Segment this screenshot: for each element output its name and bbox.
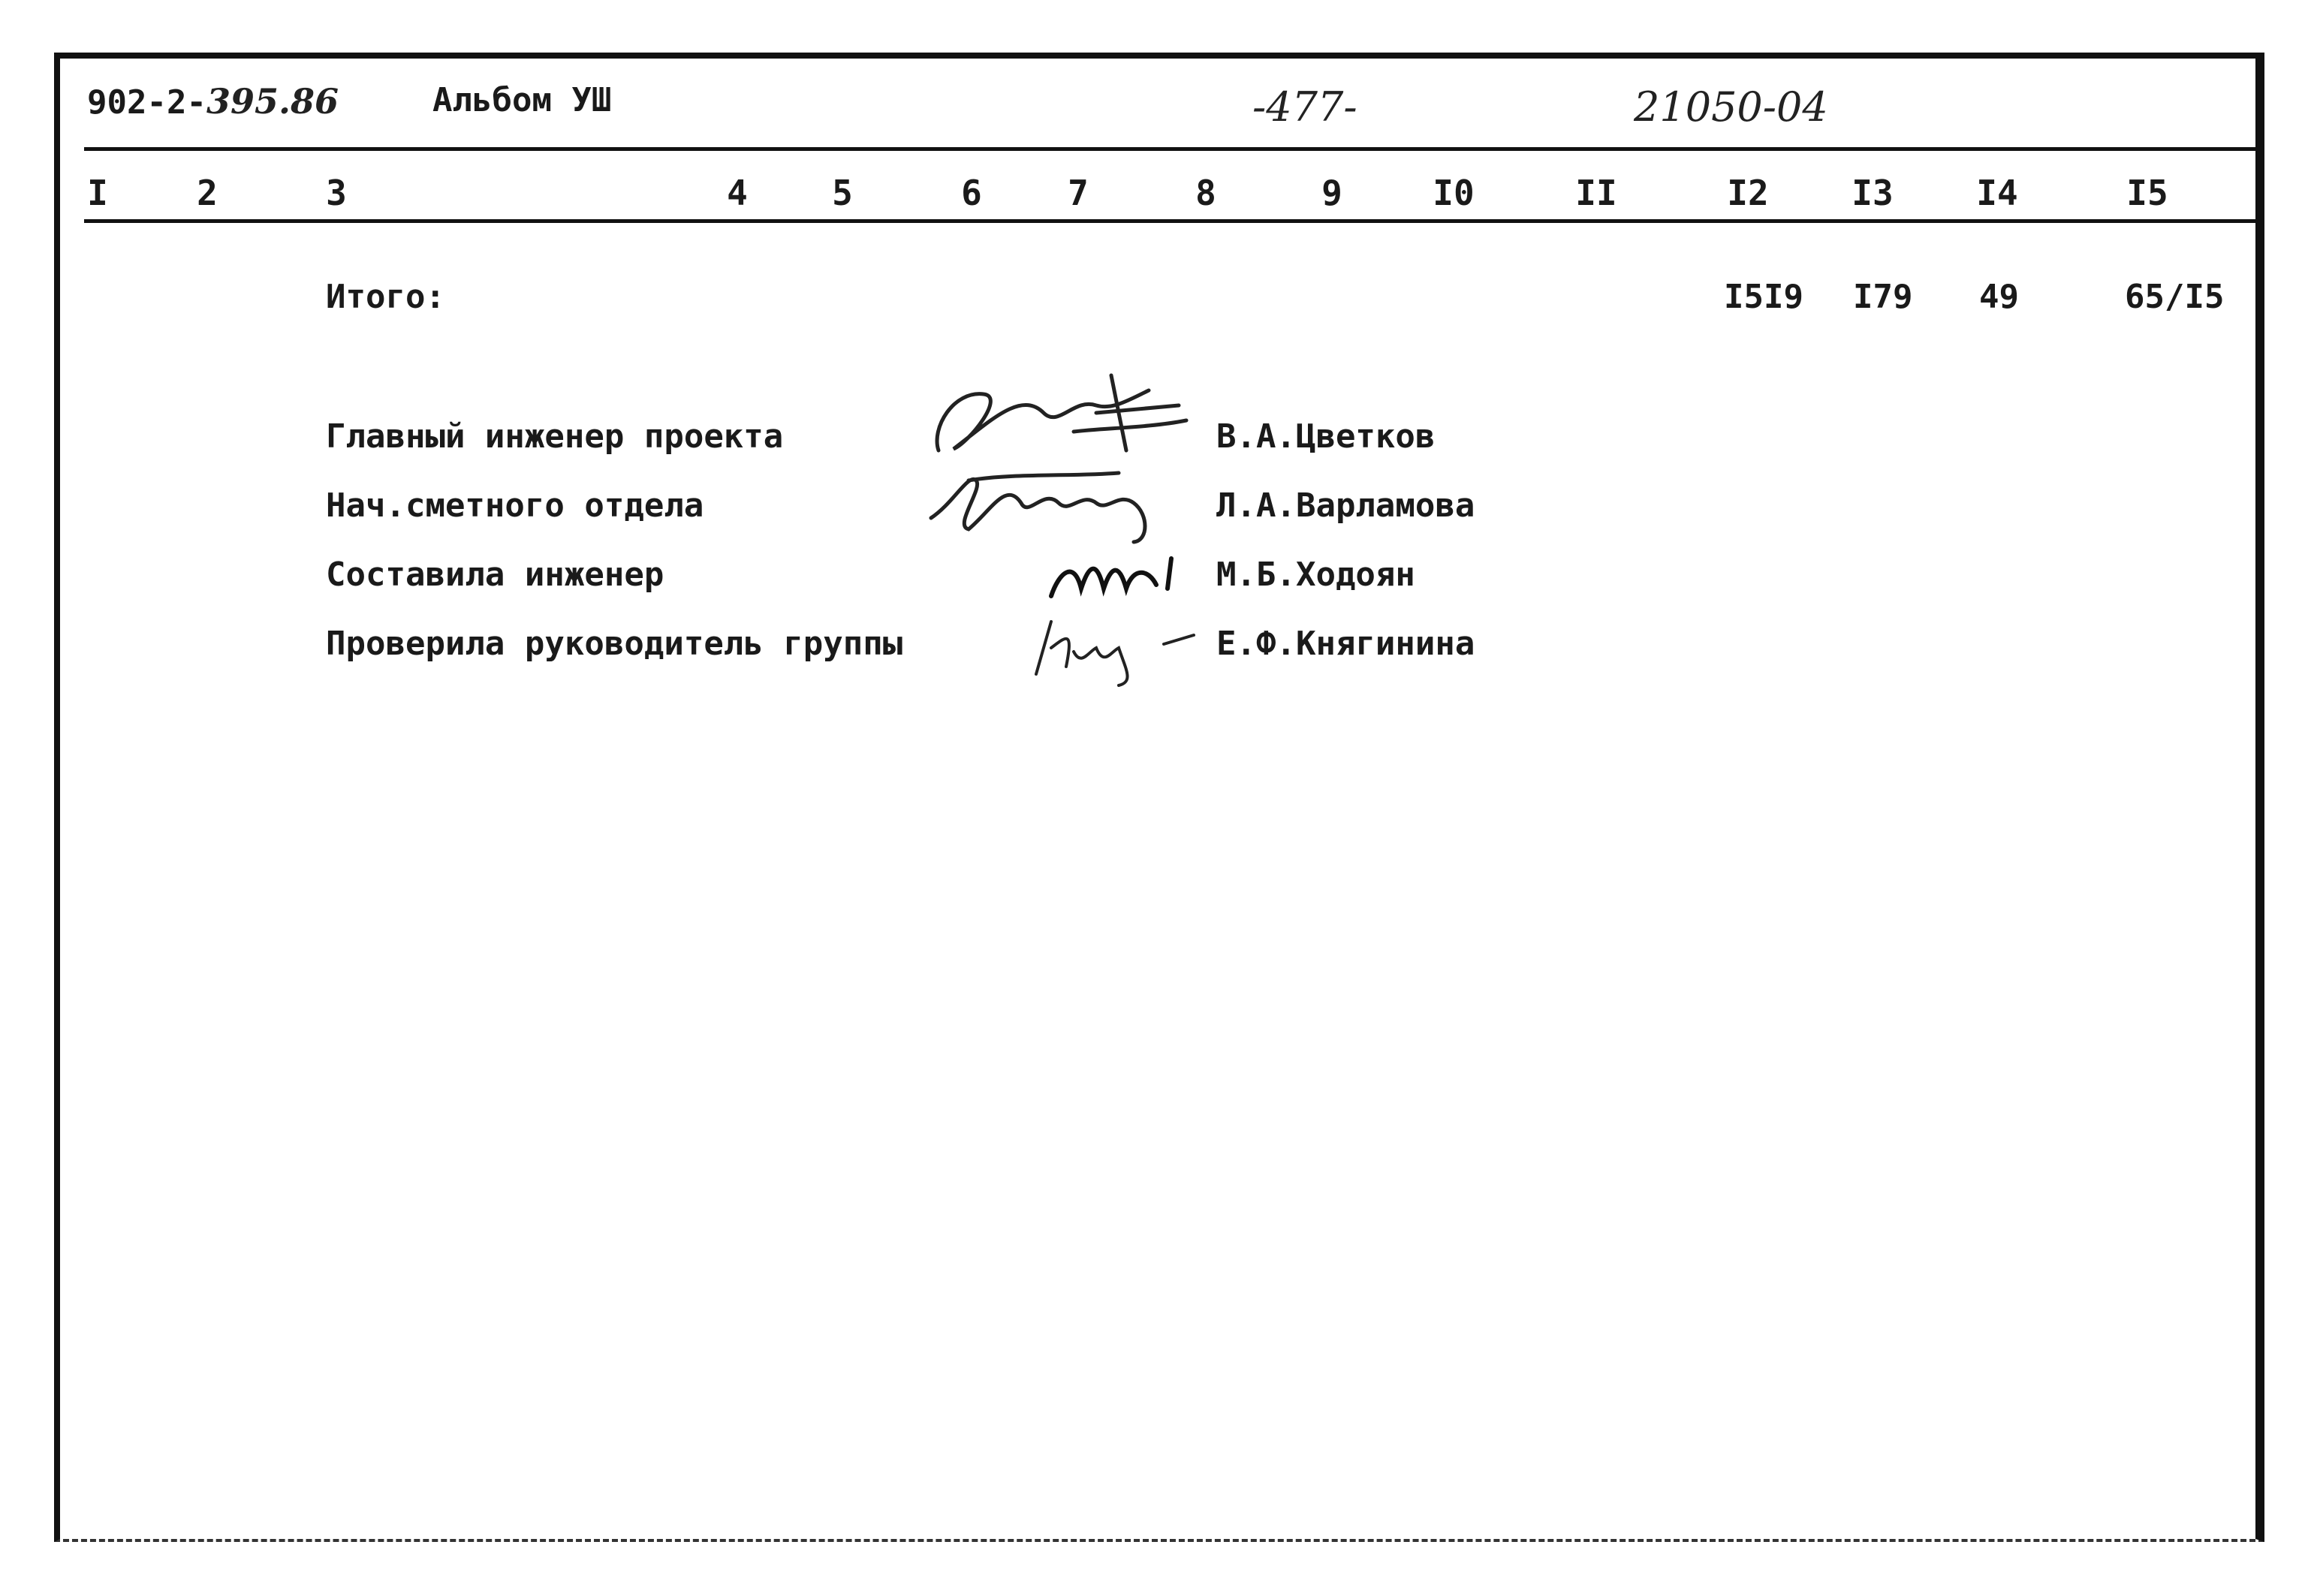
signature-scribble-compiler: [1044, 544, 1194, 611]
signature-name: Е.Ф.Княгинина: [1216, 625, 1475, 663]
signature-role: Проверила руководитель группы: [326, 625, 903, 663]
column-number: I4: [1976, 173, 2018, 213]
column-number: 2: [197, 173, 218, 213]
signature-name: В.А.Цветков: [1216, 417, 1436, 456]
column-number: 4: [727, 173, 748, 213]
page-frame: [54, 53, 2264, 1542]
document-code: 21050-04: [1634, 83, 1828, 131]
signature-role: Нач.сметного отдела: [326, 486, 704, 525]
column-number: 6: [961, 173, 982, 213]
column-number: 7: [1068, 173, 1089, 213]
total-col-12: I5I9: [1724, 278, 1803, 316]
album-label: Альбом УШ: [432, 81, 612, 119]
signature-scribble-checker: [1021, 607, 1216, 689]
signature-role: Главный инженер проекта: [326, 417, 784, 456]
column-number: I2: [1727, 173, 1769, 213]
total-col-13: I79: [1853, 278, 1913, 316]
column-number: I5: [2126, 173, 2168, 213]
page-number: -477-: [1252, 83, 1357, 131]
total-col-14: 49: [1979, 278, 2019, 316]
column-number: I: [87, 173, 108, 213]
signature-scribble-chief-engineer: [924, 360, 1194, 473]
column-number: 8: [1195, 173, 1216, 213]
totals-label: Итого:: [326, 278, 445, 316]
signature-name: Л.А.Варламова: [1216, 486, 1475, 525]
column-number: I0: [1433, 173, 1475, 213]
column-header-rule: [84, 219, 2264, 223]
doc-code-handwritten: 395.86: [206, 81, 339, 122]
column-number: 9: [1321, 173, 1342, 213]
column-number: II: [1575, 173, 1617, 213]
signature-scribble-estimate-dept: [924, 458, 1179, 548]
header-rule: [84, 147, 2264, 151]
signature-name: М.Б.Ходоян: [1216, 556, 1415, 594]
total-col-15: 65/I5: [2125, 278, 2225, 316]
doc-code: [87, 81, 339, 122]
doc-code-printed: 902-2-: [87, 83, 206, 122]
column-number: 5: [832, 173, 853, 213]
column-number: I3: [1852, 173, 1894, 213]
signature-role: Составила инженер: [326, 556, 664, 594]
column-number: 3: [326, 173, 347, 213]
